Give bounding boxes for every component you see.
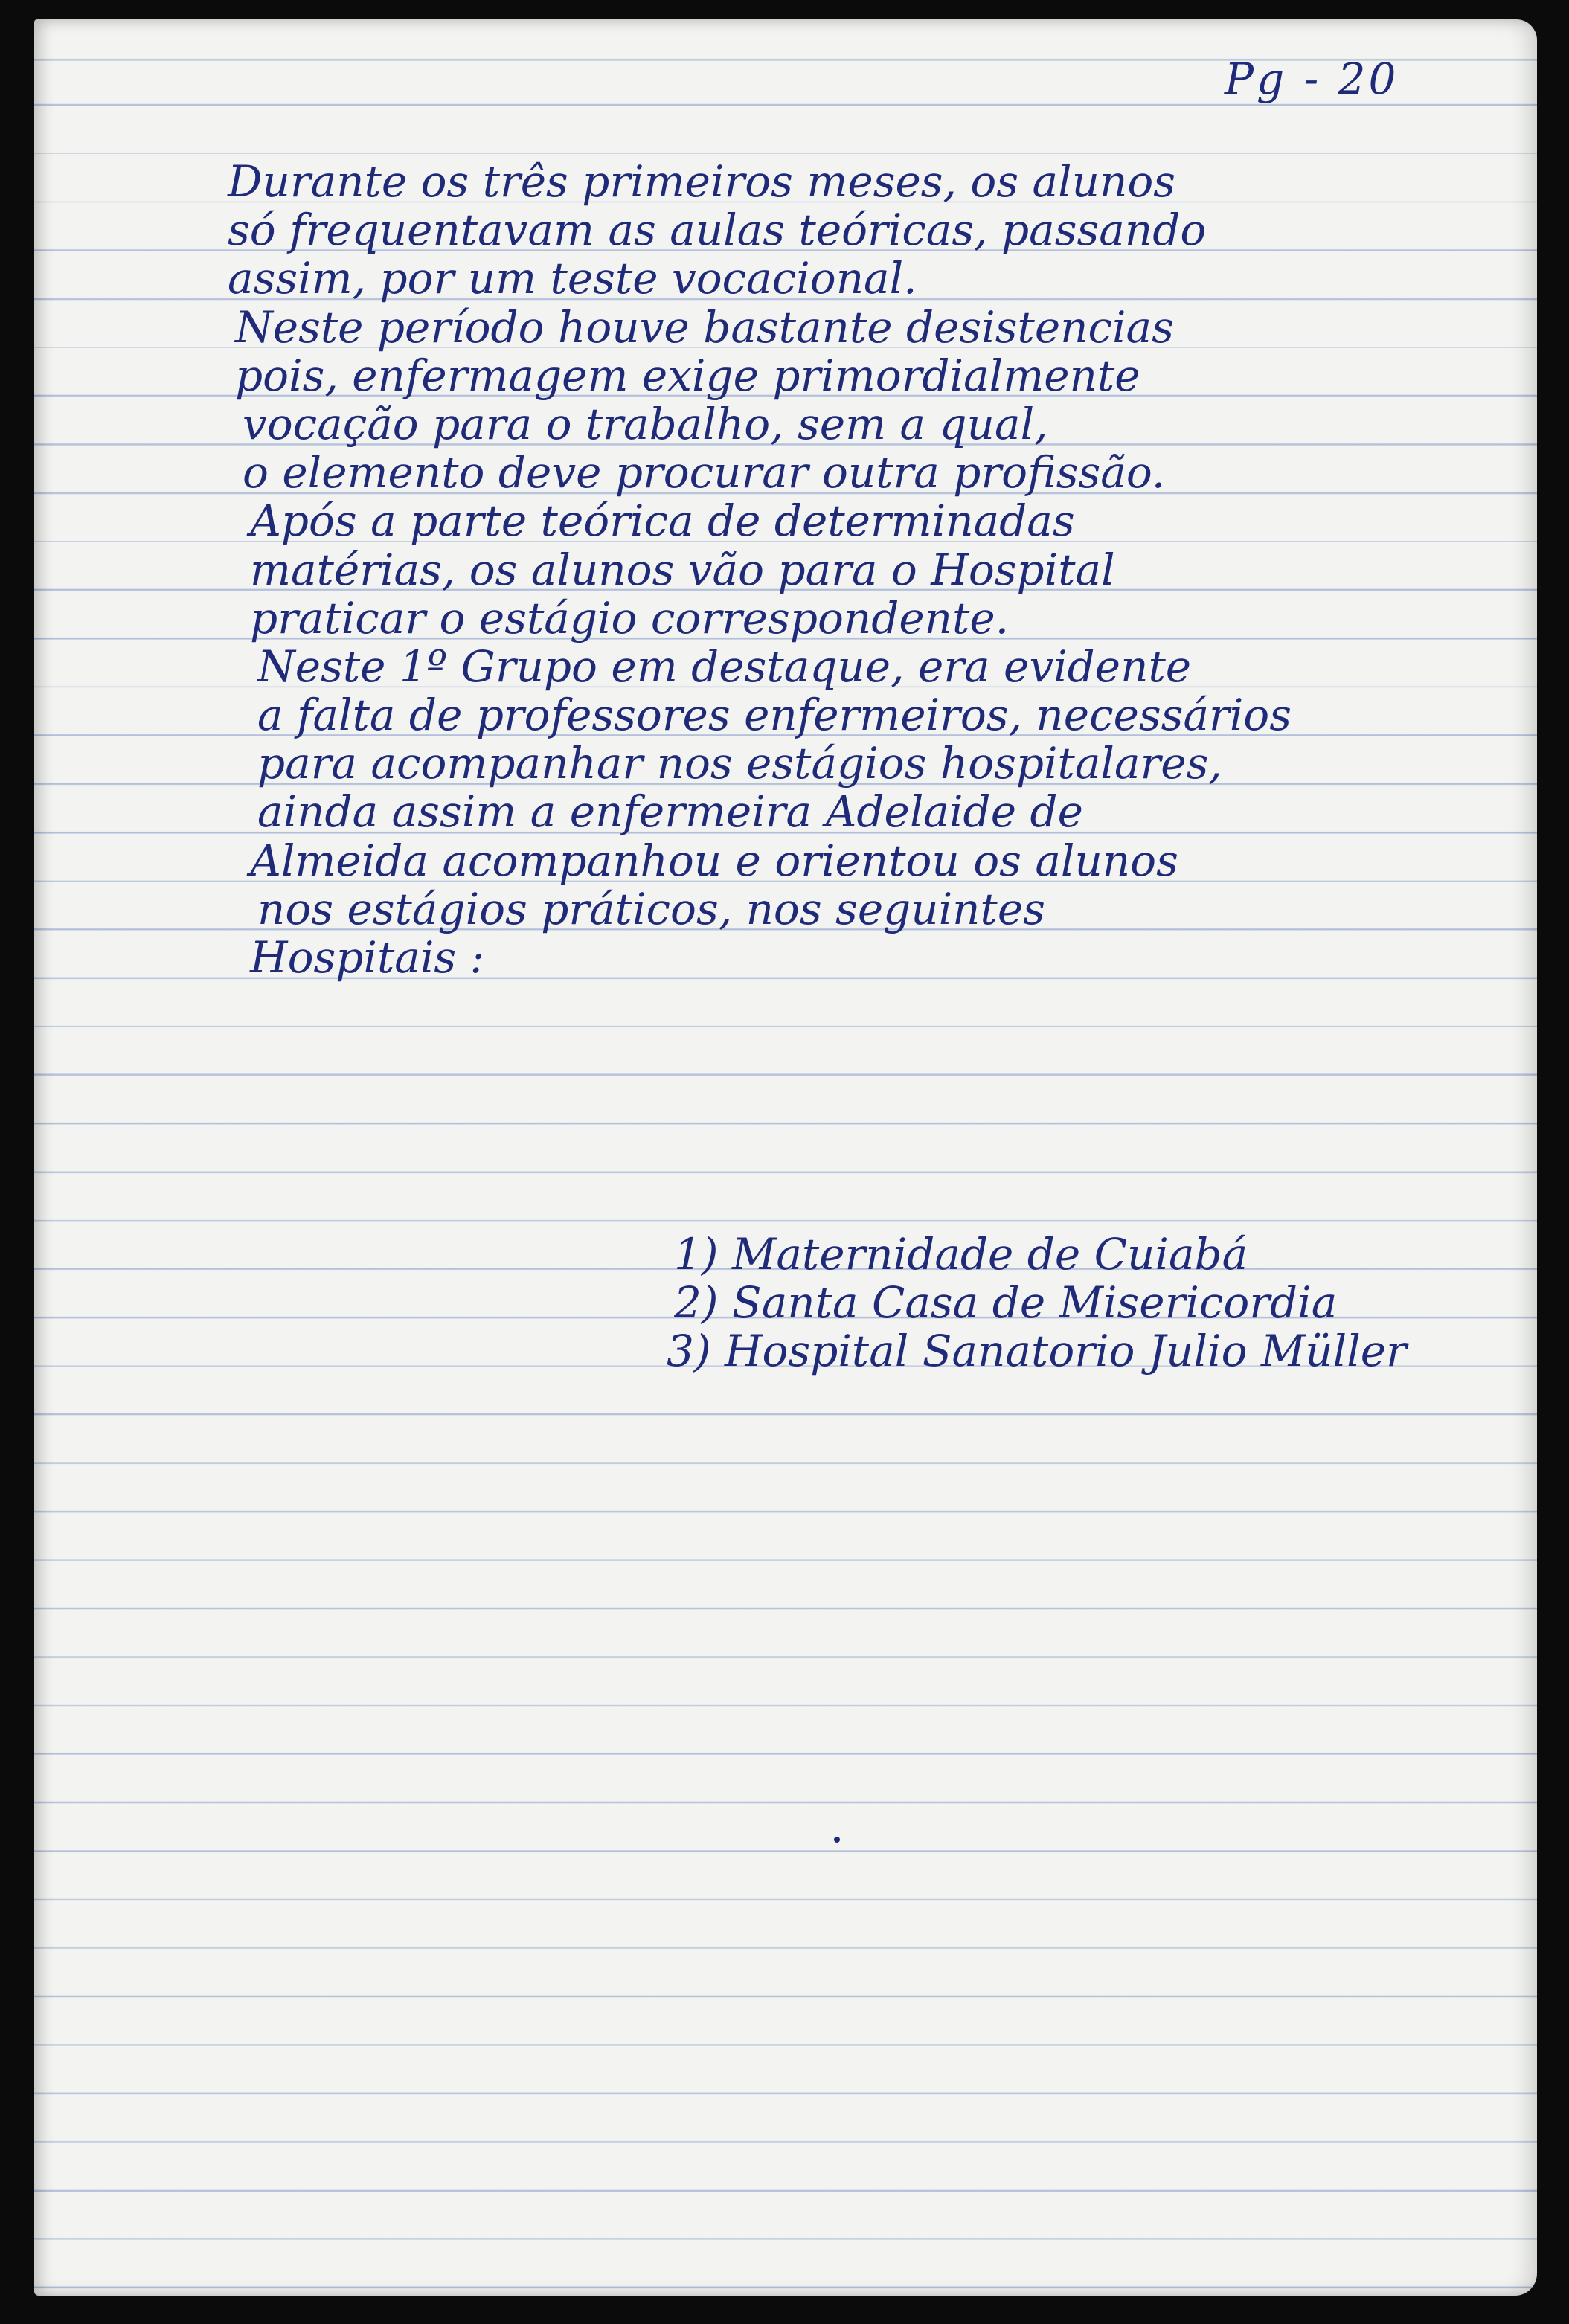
text-line: Neste 1º Grupo em destaque, era evidente	[257, 641, 1192, 692]
text-line: praticar o estágio correspondente.	[250, 592, 1010, 643]
text-line: nos estágios práticos, nos seguintes	[257, 883, 1045, 934]
text-line: assim, por um teste vocacional.	[228, 253, 917, 304]
text-line: pois, enfermagem exige primordialmente	[235, 350, 1140, 401]
text-line: Após a parte teórica de determinadas	[250, 495, 1075, 547]
text-line: ainda assim a enfermeira Adelaide de	[257, 786, 1083, 838]
text-line: só frequentavam as aulas teóricas, passando	[228, 205, 1207, 256]
hospital-item: 3) Hospital Sanatorio Julio Müller	[667, 1326, 1407, 1377]
hospital-item: 1) Maternidade de Cuiabá	[674, 1229, 1248, 1280]
text-line: matérias, os alunos vão para o Hospital	[250, 544, 1115, 595]
text-line: para acompanhar nos estágios hospitalares,	[257, 738, 1222, 789]
page-number: Pg - 20	[1225, 54, 1399, 104]
hospital-list	[667, 1229, 1407, 1377]
ink-dot	[834, 1837, 840, 1843]
text-line: a falta de professores enfermeiros, necessários	[257, 690, 1292, 741]
text-line: Durante os três primeiros meses, os alunos	[228, 156, 1176, 207]
text-line: o elemento deve procurar outra profissão.	[243, 447, 1166, 498]
text-line: Neste período houve bastante desistencias	[235, 301, 1174, 353]
text-line: vocação para o trabalho, sem a qual,	[243, 398, 1048, 449]
hospital-item: 2) Santa Casa de Misericordia	[674, 1277, 1338, 1329]
text-line: Almeida acompanhou e orientou os alunos	[250, 835, 1178, 886]
handwritten-paragraph	[228, 156, 1522, 983]
text-line: Hospitais :	[250, 932, 485, 983]
notebook-page	[34, 19, 1537, 2296]
